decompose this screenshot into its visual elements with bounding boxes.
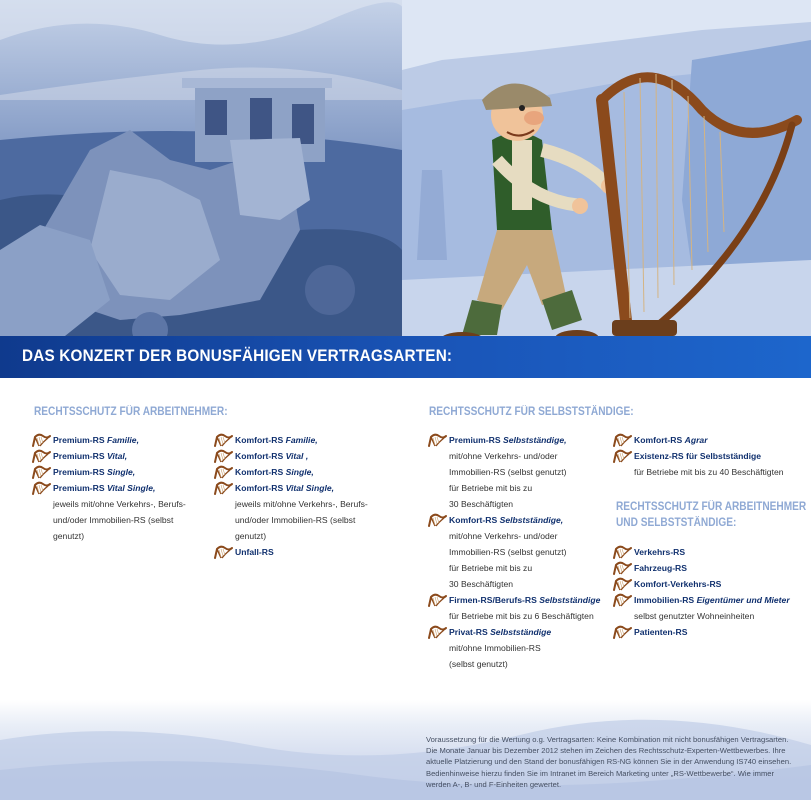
list-item [214, 544, 368, 560]
harp-icon [32, 481, 51, 495]
item-title [634, 544, 790, 560]
item-title [235, 448, 368, 464]
item-description: mit/ohne Verkehrs- und/oder [449, 531, 558, 541]
heading-kombiniert-line2: UND SELBSTSTÄNDIGE: [616, 517, 737, 529]
list-item [214, 432, 368, 448]
item-title [634, 432, 784, 448]
list-item [613, 448, 784, 480]
list-selbststaendige-col1 [428, 432, 600, 672]
item-description: jeweils mit/ohne Verkehrs-, Berufs- [53, 499, 186, 509]
list-item [428, 624, 600, 672]
item-title-text: Existenz-RS für Selbstständige [634, 451, 762, 461]
item-title [235, 544, 368, 560]
item-description: Immobilien-RS (selbst genutzt) [449, 467, 567, 477]
cliffs-photo [402, 0, 811, 340]
item-title-text: Verkehrs-RS [634, 547, 686, 557]
item-title [235, 432, 368, 448]
heading-arbeitnehmer: RECHTSSCHUTZ FÜR ARBEITNEHMER: [34, 406, 228, 418]
item-title [53, 432, 186, 448]
item-title-variant: Vital Single, [106, 483, 156, 493]
harp-icon [613, 433, 632, 447]
item-title-text: Komfort-Verkehrs-RS [634, 579, 722, 589]
harp-icon [428, 593, 447, 607]
heading-selbststaendige: RECHTSSCHUTZ FÜR SELBSTSTÄNDIGE: [429, 406, 634, 418]
item-title [53, 448, 186, 464]
item-description: 30 Beschäftigten [449, 579, 514, 589]
list-item [214, 480, 368, 544]
heading-kombiniert-line1: RECHTSSCHUTZ FÜR ARBEITNEHMER [616, 501, 807, 513]
harp-player-illustration [402, 0, 811, 340]
harp-icon [214, 433, 233, 447]
harp-icon [613, 545, 632, 559]
item-description: mit/ohne Verkehrs- und/oder [449, 451, 558, 461]
item-title [634, 592, 790, 608]
list-item [32, 480, 186, 544]
list-item [613, 576, 790, 592]
item-title [235, 480, 368, 496]
harp-icon [32, 433, 51, 447]
harp-icon [214, 449, 233, 463]
list-item [214, 448, 368, 464]
list-item [32, 432, 186, 448]
item-description: und/oder Immobilien-RS (selbst [235, 515, 356, 525]
item-title-text: Komfort-RS [235, 435, 284, 445]
item-title-text: Komfort-RS [634, 435, 683, 445]
item-title-variant: Single, [285, 467, 314, 477]
item-title-text: Komfort-RS [235, 467, 284, 477]
page-title: DAS KONZERT DER BONUSFÄHIGEN VERTRAGSARTEN: [22, 346, 453, 365]
item-description: und/oder Immobilien-RS (selbst [53, 515, 174, 525]
item-description: genutzt) [53, 531, 85, 541]
item-title-text: Premium-RS [449, 435, 501, 445]
item-title-text: Immobilien-RS [634, 595, 695, 605]
item-title [449, 592, 600, 608]
item-description: Immobilien-RS (selbst genutzt) [449, 547, 567, 557]
list-item [613, 624, 790, 640]
item-title-variant: Agrar [684, 435, 708, 445]
item-title-variant: Selbstständige, [502, 435, 567, 445]
item-title [634, 624, 790, 640]
item-description: mit/ohne Immobilien-RS [449, 643, 541, 653]
harp-icon [214, 465, 233, 479]
item-description: 30 Beschäftigten [449, 499, 514, 509]
item-description: genutzt) [235, 531, 267, 541]
item-title-variant: Selbstständige [539, 595, 601, 605]
item-title-text: Unfall-RS [235, 547, 274, 557]
item-title [449, 432, 600, 448]
item-title-text: Premium-RS [53, 467, 105, 477]
list-item [428, 432, 600, 512]
ruins-illustration [0, 0, 402, 340]
item-title-text: Privat-RS [449, 627, 488, 637]
footer-disclaimer: Voraussetzung für die Wertung o.g. Vertragsarten: Keine Kombination mit nicht bonusfähigen Vertragsarten. Die Monate Januar bis Dezember 2012 stehen im Zeichen des Rechtsschutz-Experten-Wettbewerbes. Ihre aktuelle Platzierung und den Stand der bonusfähigen RS-NG können Sie in der Anwendung IS740 einsehen. Bedienhinweise hierzu finden Sie im Intranet im Bereich Marketing unter „RS-Wettbewerbe“. Wie immer werden A-, B- und F-Einheiten gewertet. [426, 735, 792, 789]
list-arbeitnehmer-col1 [32, 432, 186, 544]
harp-icon [428, 625, 447, 639]
harp-icon [613, 577, 632, 591]
item-title [449, 512, 600, 528]
list-item [32, 464, 186, 480]
item-title-variant: Single, [106, 467, 136, 477]
item-description: selbst genutzter Wohneinheiten [634, 611, 755, 621]
list-item [428, 592, 600, 624]
item-title-variant: Familie, [285, 435, 318, 445]
item-title-variant: Vital , [285, 451, 309, 461]
item-title-variant: Familie, [106, 435, 139, 445]
harp-icon [428, 513, 447, 527]
item-title-text: Firmen-RS/Berufs-RS [449, 595, 537, 605]
item-title [235, 464, 368, 480]
ruins-photo [0, 0, 402, 340]
list-selbststaendige-col2 [613, 432, 784, 480]
harp-icon [613, 593, 632, 607]
item-title-text: Komfort-RS [235, 451, 284, 461]
item-title-variant: Vital, [106, 451, 128, 461]
item-title-text: Premium-RS [53, 451, 105, 461]
item-title [634, 576, 790, 592]
item-title [53, 480, 186, 496]
harp-icon [613, 625, 632, 639]
item-title [634, 448, 784, 464]
harp-icon [32, 449, 51, 463]
list-item [214, 464, 368, 480]
list-item [32, 448, 186, 464]
item-title-variant: Vital Single, [285, 483, 334, 493]
item-description: für Betriebe mit bis zu 6 Beschäftigten [449, 611, 594, 621]
item-description: (selbst genutzt) [449, 659, 508, 669]
list-kombiniert [613, 544, 790, 640]
list-item [428, 512, 600, 592]
item-title-text: Komfort-RS [449, 515, 498, 525]
harp-icon [32, 465, 51, 479]
harp-icon [428, 433, 447, 447]
list-item [613, 432, 784, 448]
item-title-text: Premium-RS [53, 435, 105, 445]
harp-icon [613, 449, 632, 463]
item-title-text: Patienten-RS [634, 627, 688, 637]
harp-icon [214, 481, 233, 495]
item-description: jeweils mit/ohne Verkehrs-, Berufs- [235, 499, 368, 509]
item-description: für Betriebe mit bis zu [449, 563, 533, 573]
item-title-variant: Selbstständige, [499, 515, 564, 525]
item-title-variant: Eigentümer und Mieter [696, 595, 790, 605]
item-title [634, 560, 790, 576]
list-item [613, 544, 790, 560]
list-item [613, 560, 790, 576]
list-item [613, 592, 790, 624]
item-description: für Betriebe mit bis zu 40 Beschäftigten [634, 467, 784, 477]
harp-icon [214, 545, 233, 559]
item-title-text: Komfort-RS [235, 483, 284, 493]
item-title-variant: Selbstständige [490, 627, 552, 637]
item-title [53, 464, 186, 480]
harp-icon [613, 561, 632, 575]
item-description: für Betriebe mit bis zu [449, 483, 533, 493]
item-title-text: Premium-RS [53, 483, 105, 493]
item-title [449, 624, 600, 640]
list-arbeitnehmer-col2 [214, 432, 368, 560]
item-title-text: Fahrzeug-RS [634, 563, 687, 573]
